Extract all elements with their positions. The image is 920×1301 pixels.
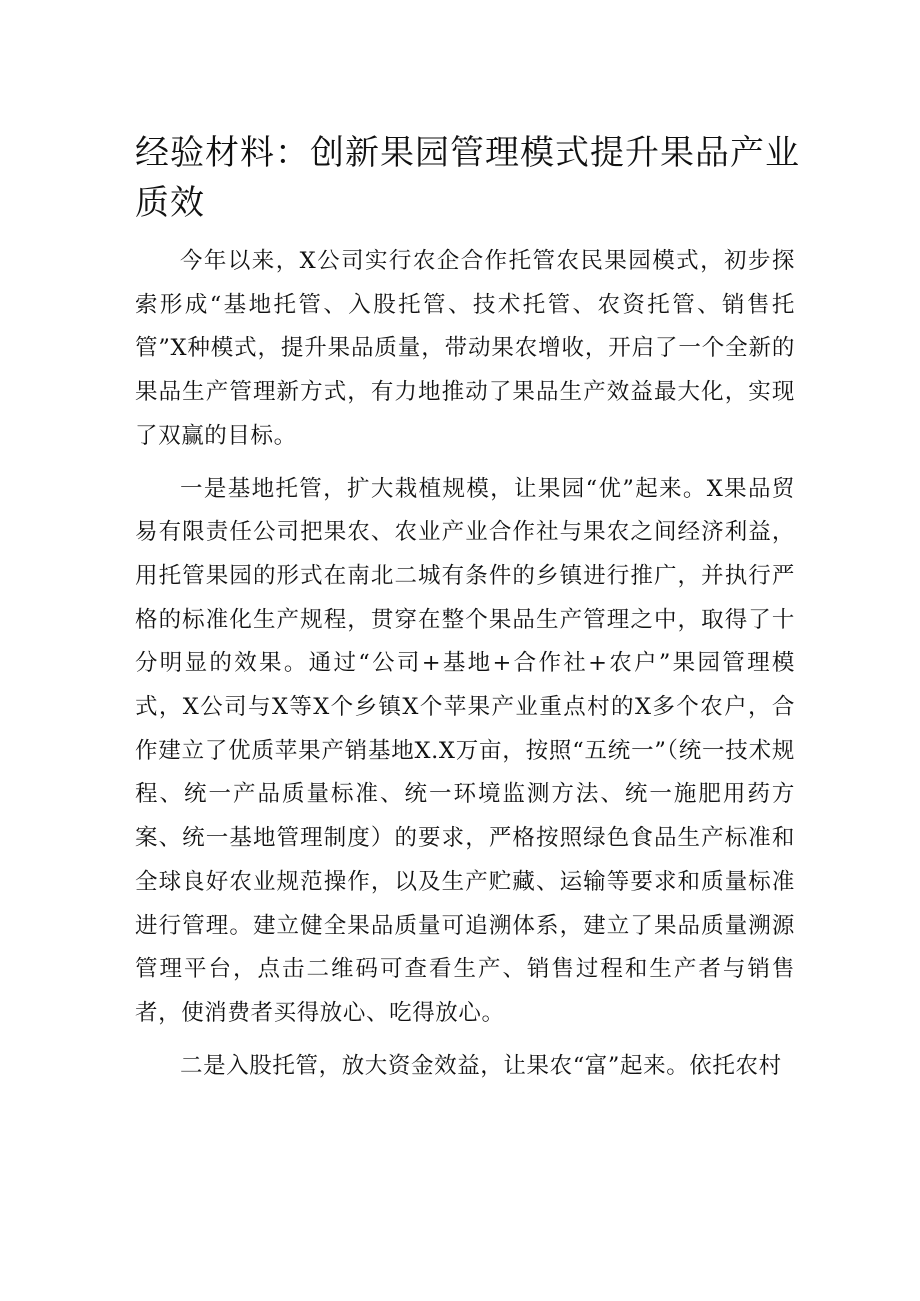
- paragraph-base-custody: 一是基地托管，扩大栽植规模，让果园“优”起来。X果品贸易有限责任公司把果农、农业产业合作社与果农之间经济利益，用托管果园的形式在南北二城有条件的乡镇进行推广，并执行严格的标准化生产规程，贯穿在整个果品生产管理之中，取得了十分明显的效果。通过“公司+基地+合作社+农户”果园管理模式，X公司与X等X个乡镇X个苹果产业重点村的X多个农户，合作建立了优质苹果产销基地X.X万亩，按照“五统一”（统一技术规程、统一产品质量标准、统一环境监测方法、统一施肥用药方案、统一基地管理制度）的要求，严格按照绿色食品生产标准和全球良好农业规范操作，以及生产贮藏、运输等要求和质量标准进行管理。建立健全果品质量可追溯体系，建立了果品质量溯源管理平台，点击二维码可查看生产、销售过程和生产者与销售者，使消费者买得放心、吃得放心。: [135, 475, 795, 1026]
- page-title: 经验材料：创新果园管理模式提升果品产业质效: [135, 133, 800, 223]
- paragraph-intro: 今年以来，X公司实行农企合作托管农民果园模式，初步探索形成“基地托管、入股托管、技术托管、农资托管、销售托管”X种模式，提升果品质量，带动果农增收，开启了一个全新的果品生产管理新方式，有力地推动了果品生产效益最大化，实现了双赢的目标。: [135, 248, 795, 449]
- paragraph-share-custody: 二是入股托管，放大资金效益，让果农“富”起来。依托农村: [180, 1052, 782, 1079]
- document-body: [135, 240, 795, 1097]
